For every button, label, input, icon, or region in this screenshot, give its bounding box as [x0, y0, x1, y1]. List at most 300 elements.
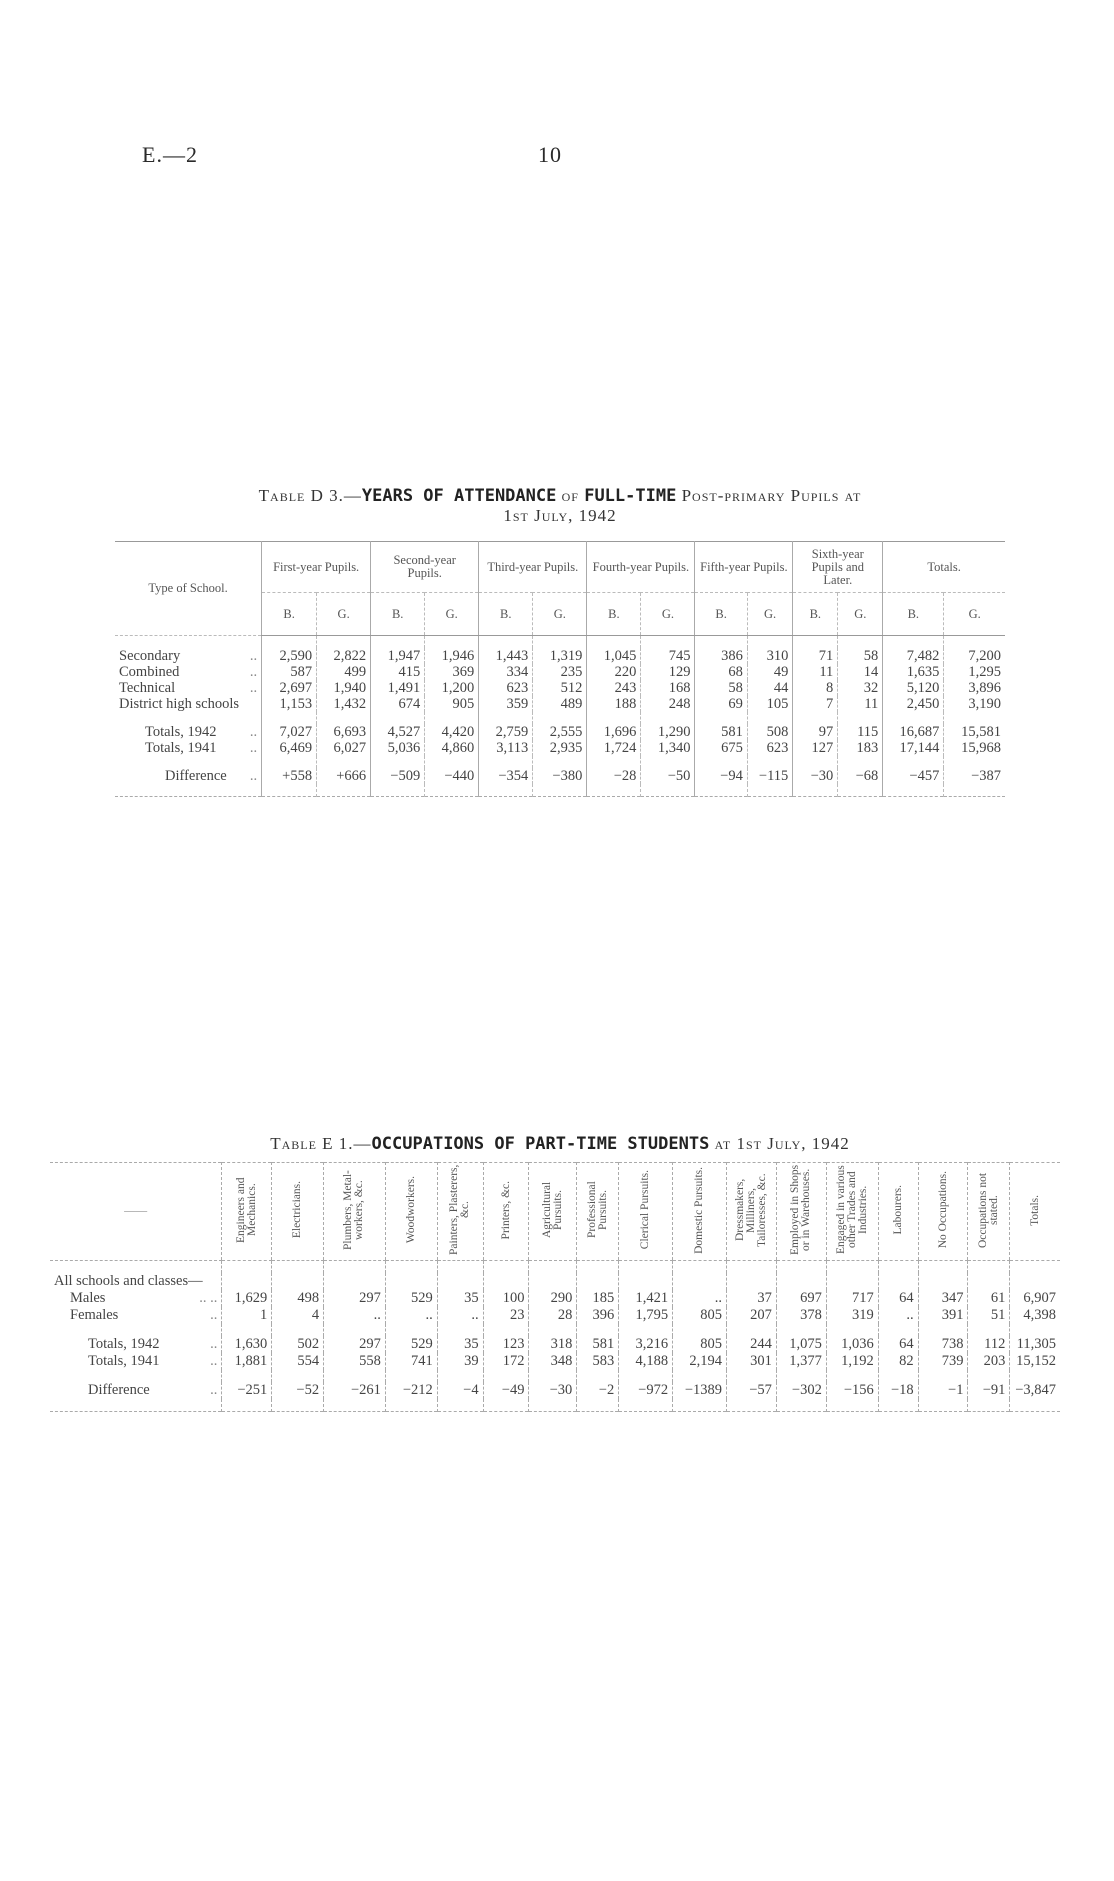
cell-value: 623 [747, 740, 792, 756]
cell-value: −30 [793, 768, 838, 784]
spacer-cell [838, 784, 883, 797]
cell-value: 97 [793, 724, 838, 740]
cell-value: 1,724 [587, 740, 641, 756]
cell-value: 1,947 [371, 648, 425, 664]
spacer-cell [776, 1399, 826, 1412]
cell-value: 1,881 [222, 1353, 272, 1370]
spacer-cell [425, 756, 479, 768]
sub-header-boys: B. [371, 593, 425, 636]
caption-prefix: Table D 3.— [258, 486, 362, 505]
group-header: Totals. [883, 542, 1005, 593]
occupation-header-text: Agricultural Pursuits. [540, 1181, 564, 1239]
occupation-header-text: Engineers and Mechanics. [234, 1177, 258, 1243]
cell-value: −457 [883, 768, 944, 784]
occupation-header [918, 1163, 968, 1261]
cell-value: 583 [577, 1353, 619, 1370]
cell-value: −28 [587, 768, 641, 784]
spacer-cell [695, 784, 747, 797]
cell-value: 1,319 [533, 648, 587, 664]
spacer-cell [483, 1324, 529, 1336]
cell-value: 741 [385, 1353, 437, 1370]
cell-value: 301 [727, 1353, 777, 1370]
empty-cell [577, 1273, 619, 1290]
cell-value: 347 [918, 1290, 968, 1307]
leader-dots: .. [249, 740, 258, 756]
cell-value: 1,421 [619, 1290, 673, 1307]
cell-value: .. [878, 1307, 918, 1324]
spacer-cell [747, 712, 792, 724]
cell-value: 3,216 [619, 1336, 673, 1353]
sub-header-boys: B. [883, 593, 944, 636]
cell-value: 172 [483, 1353, 529, 1370]
row-label [115, 768, 262, 784]
cell-value: 738 [918, 1336, 968, 1353]
cell-value: 168 [641, 680, 695, 696]
group-header: Second-year Pupils. [371, 542, 479, 593]
cell-value: 805 [673, 1336, 727, 1353]
page-reference: E.—2 [142, 142, 198, 167]
occupation-header [272, 1163, 324, 1261]
spacer-cell [317, 636, 371, 649]
cell-value: 11 [838, 696, 883, 712]
cell-value: 64 [878, 1290, 918, 1307]
cell-value: 28 [529, 1307, 577, 1324]
cell-value: −68 [838, 768, 883, 784]
cell-value: 69 [695, 696, 747, 712]
sub-header-boys: B. [793, 593, 838, 636]
leader-dots: .. [249, 680, 258, 696]
spacer-cell [1010, 1261, 1060, 1274]
row-label-text: Combined [119, 664, 180, 680]
cell-value: −972 [619, 1382, 673, 1399]
cell-value: 220 [587, 664, 641, 680]
row-label [115, 740, 262, 756]
cell-value: +558 [262, 768, 317, 784]
occupation-header-text: Occupations not stated. [976, 1172, 1000, 1248]
occupation-header [529, 1163, 577, 1261]
cell-value: 1,340 [641, 740, 695, 756]
row-label-text: Totals, 1941 [145, 740, 217, 756]
spacer-cell [641, 636, 695, 649]
spacer-cell [533, 784, 587, 797]
spacer-cell [619, 1324, 673, 1336]
spacer-cell [673, 1399, 727, 1412]
spacer-cell [272, 1399, 324, 1412]
leader-dots: .. [210, 1336, 218, 1352]
spacer-cell [115, 712, 262, 724]
spacer-cell [587, 636, 641, 649]
cell-value: 1,075 [776, 1336, 826, 1353]
cell-value: 51 [968, 1307, 1010, 1324]
cell-value: −509 [371, 768, 425, 784]
spacer-row [50, 1261, 1060, 1274]
spacer-cell [317, 756, 371, 768]
row-label [115, 680, 262, 696]
cell-value: 391 [918, 1307, 968, 1324]
spacer-cell [385, 1261, 437, 1274]
spacer-cell [793, 636, 838, 649]
cell-value: 32 [838, 680, 883, 696]
spacer-cell [826, 1261, 878, 1274]
spacer-cell [385, 1399, 437, 1412]
spacer-cell [747, 756, 792, 768]
occupation-header [577, 1163, 619, 1261]
spacer-cell [483, 1370, 529, 1382]
spacer-cell [641, 756, 695, 768]
sub-header-girls: G. [641, 593, 695, 636]
spacer-cell [115, 636, 262, 649]
spacer-cell [826, 1399, 878, 1412]
cell-value: 183 [838, 740, 883, 756]
spacer-cell [1010, 1324, 1060, 1336]
cell-value: 489 [533, 696, 587, 712]
cell-value: 35 [437, 1290, 483, 1307]
row-label-text: District high schools [119, 696, 240, 712]
table-row [115, 680, 1005, 696]
cell-value: −251 [222, 1382, 272, 1399]
spacer-cell [371, 636, 425, 649]
cell-value: 2,822 [317, 648, 371, 664]
spacer-cell [1010, 1399, 1060, 1412]
cell-value: 1,377 [776, 1353, 826, 1370]
cell-value: 44 [747, 680, 792, 696]
spacer-cell [826, 1324, 878, 1336]
spacer-cell [727, 1370, 777, 1382]
spacer-cell [272, 1324, 324, 1336]
caption-suffix: Post-primary Pupils at [676, 486, 862, 505]
cell-value: 4,420 [425, 724, 479, 740]
cell-value: 37 [727, 1290, 777, 1307]
table-row [115, 696, 1005, 712]
table-e1-caption [120, 1134, 1000, 1154]
occupation-header [437, 1163, 483, 1261]
row-label [115, 696, 262, 712]
cell-value: −156 [826, 1382, 878, 1399]
occupation-header-text: Printers, &c. [499, 1180, 512, 1240]
cell-value: 1,940 [317, 680, 371, 696]
row-label [115, 724, 262, 740]
cell-value: 4,188 [619, 1353, 673, 1370]
spacer-cell [425, 784, 479, 797]
cell-value: 1,290 [641, 724, 695, 740]
cell-value: 529 [385, 1290, 437, 1307]
spacer-cell [425, 636, 479, 649]
cell-value: 805 [673, 1307, 727, 1324]
cell-value: 1,153 [262, 696, 317, 712]
cell-value: −440 [425, 768, 479, 784]
spacer-cell [918, 1370, 968, 1382]
spacer-cell [324, 1399, 386, 1412]
spacer-cell [695, 636, 747, 649]
empty-cell [272, 1273, 324, 1290]
cell-value: 675 [695, 740, 747, 756]
spacer-row [115, 756, 1005, 768]
cell-value: 1,946 [425, 648, 479, 664]
cell-value: −387 [944, 768, 1005, 784]
cell-value: 7,200 [944, 648, 1005, 664]
cell-value: 587 [262, 664, 317, 680]
spacer-cell [262, 636, 317, 649]
cell-value: 2,697 [262, 680, 317, 696]
spacer-cell [944, 712, 1005, 724]
table-row [115, 740, 1005, 756]
cell-value: 4 [272, 1307, 324, 1324]
caption-bold-2: FULL-TIME [584, 486, 677, 506]
spacer-cell [262, 784, 317, 797]
spacer-cell [747, 784, 792, 797]
occupation-header-text: Electricians. [291, 1181, 304, 1239]
spacer-cell [918, 1261, 968, 1274]
occupation-header [673, 1163, 727, 1261]
spacer-cell [727, 1324, 777, 1336]
occupation-header [727, 1163, 777, 1261]
spacer-cell [776, 1324, 826, 1336]
cell-value: 1,045 [587, 648, 641, 664]
cell-value: 558 [324, 1353, 386, 1370]
group-header: Sixth-year Pupils and Later. [793, 542, 883, 593]
cell-value: 64 [878, 1336, 918, 1353]
occupation-header-text: Painters, Plasterers, &c. [448, 1164, 472, 1256]
spacer-cell [50, 1370, 222, 1382]
occupation-header-text: Dressmakers, Milliners, Tailoresses, &c. [733, 1173, 768, 1247]
row-label-text: Totals, 1941 [88, 1353, 160, 1369]
empty-cell [324, 1273, 386, 1290]
leader-dots: .. .. [199, 1290, 218, 1306]
cell-value: 2,935 [533, 740, 587, 756]
cell-value: −115 [747, 768, 792, 784]
spacer-cell [918, 1324, 968, 1336]
group-header: Fourth-year Pupils. [587, 542, 695, 593]
occupation-header [826, 1163, 878, 1261]
table-row [115, 768, 1005, 784]
row-label [50, 1290, 222, 1307]
cell-value: 188 [587, 696, 641, 712]
cell-value: −2 [577, 1382, 619, 1399]
empty-cell [918, 1273, 968, 1290]
spacer-cell [533, 756, 587, 768]
table-row [115, 648, 1005, 664]
table-row [50, 1353, 1060, 1370]
cell-value: 581 [695, 724, 747, 740]
spacer-cell [317, 712, 371, 724]
occupation-header-text: Engaged in various other Trades and Industries. [834, 1165, 869, 1255]
empty-cell [619, 1273, 673, 1290]
cell-value: 319 [826, 1307, 878, 1324]
section-row [50, 1273, 1060, 1290]
cell-value: 123 [483, 1336, 529, 1353]
cell-value: 5,036 [371, 740, 425, 756]
cell-value: −57 [727, 1382, 777, 1399]
spacer-cell [747, 636, 792, 649]
section-label: All schools and classes— [54, 1273, 203, 1289]
cell-value: 369 [425, 664, 479, 680]
spacer-row [115, 784, 1005, 797]
cell-value: 290 [529, 1290, 577, 1307]
spacer-cell [529, 1261, 577, 1274]
spacer-cell [776, 1261, 826, 1274]
cell-value: 39 [437, 1353, 483, 1370]
cell-value: 207 [727, 1307, 777, 1324]
spacer-cell [50, 1324, 222, 1336]
leader-dots: .. [249, 724, 258, 740]
cell-value: −18 [878, 1382, 918, 1399]
cell-value: 318 [529, 1336, 577, 1353]
cell-value: 7 [793, 696, 838, 712]
occupation-header-text: Domestic Pursuits. [693, 1166, 706, 1254]
cell-value: 297 [324, 1336, 386, 1353]
spacer-cell [878, 1370, 918, 1382]
spacer-cell [727, 1261, 777, 1274]
table-row [50, 1382, 1060, 1399]
cell-value: 244 [727, 1336, 777, 1353]
leader-dots: .. [249, 768, 258, 784]
spacer-cell [272, 1261, 324, 1274]
cell-value: 3,190 [944, 696, 1005, 712]
row-label-text: Totals, 1942 [88, 1336, 160, 1352]
spacer-cell [587, 756, 641, 768]
sub-header-boys: B. [262, 593, 317, 636]
spacer-cell [385, 1324, 437, 1336]
cell-value: 739 [918, 1353, 968, 1370]
spacer-cell [262, 712, 317, 724]
cell-value: 15,968 [944, 740, 1005, 756]
cell-value: 2,555 [533, 724, 587, 740]
cell-value: 1,795 [619, 1307, 673, 1324]
spacer-cell [641, 784, 695, 797]
cell-value: 6,693 [317, 724, 371, 740]
spacer-cell [317, 784, 371, 797]
cell-value: 512 [533, 680, 587, 696]
cell-value: .. [437, 1307, 483, 1324]
cell-value: 16,687 [883, 724, 944, 740]
spacer-cell [727, 1399, 777, 1412]
occupation-header [483, 1163, 529, 1261]
cell-value: 235 [533, 664, 587, 680]
cell-value: −1389 [673, 1382, 727, 1399]
cell-value: 105 [747, 696, 792, 712]
spacer-cell [944, 756, 1005, 768]
spacer-cell [115, 784, 262, 797]
leader-dots: .. [210, 1307, 218, 1323]
empty-cell [385, 1273, 437, 1290]
spacer-cell [878, 1399, 918, 1412]
cell-value: 623 [479, 680, 533, 696]
occupation-header [1010, 1163, 1060, 1261]
spacer-cell [838, 756, 883, 768]
caption-prefix: Table E 1.— [270, 1134, 372, 1153]
row-label [115, 664, 262, 680]
row-label-text: Females [70, 1307, 119, 1323]
spacer-cell [425, 712, 479, 724]
occupation-header [776, 1163, 826, 1261]
group-header: Fifth-year Pupils. [695, 542, 793, 593]
row-label [50, 1336, 222, 1353]
spacer-row [115, 636, 1005, 649]
cell-value: 15,152 [1010, 1353, 1060, 1370]
row-label-text: Totals, 1942 [145, 724, 217, 740]
cell-value: 185 [577, 1290, 619, 1307]
cell-value: .. [324, 1307, 386, 1324]
cell-value: 61 [968, 1290, 1010, 1307]
table-row [115, 664, 1005, 680]
row-label-text: Technical [119, 680, 176, 696]
row-label [50, 1382, 222, 1399]
sub-header-girls: G. [838, 593, 883, 636]
occupation-header-text: No Occupations. [936, 1171, 949, 1249]
cell-value: 248 [641, 696, 695, 712]
group-header: First-year Pupils. [262, 542, 371, 593]
cell-value: 2,450 [883, 696, 944, 712]
spacer-cell [529, 1370, 577, 1382]
cell-value: 498 [272, 1290, 324, 1307]
spacer-cell [577, 1324, 619, 1336]
cell-value: 396 [577, 1307, 619, 1324]
cell-value: 386 [695, 648, 747, 664]
spacer-cell [793, 712, 838, 724]
cell-value: 3,113 [479, 740, 533, 756]
empty-cell [1010, 1273, 1060, 1290]
cell-value: −52 [272, 1382, 324, 1399]
cell-value: 6,027 [317, 740, 371, 756]
occupation-header [878, 1163, 918, 1261]
cell-value: 58 [838, 648, 883, 664]
cell-value: 203 [968, 1353, 1010, 1370]
sub-header-boys: B. [479, 593, 533, 636]
cell-value: .. [385, 1307, 437, 1324]
cell-value: 1,295 [944, 664, 1005, 680]
spacer-cell [437, 1324, 483, 1336]
spacer-cell [944, 784, 1005, 797]
occupation-header-text: Professional Pursuits. [585, 1181, 609, 1239]
spacer-cell [968, 1324, 1010, 1336]
spacer-cell [222, 1324, 272, 1336]
spacer-cell [641, 712, 695, 724]
row-label-text: Males [70, 1290, 106, 1306]
type-of-school-header: Type of School. [115, 542, 262, 636]
spacer-cell [371, 784, 425, 797]
cell-value: 499 [317, 664, 371, 680]
caption-mid: of [556, 486, 585, 505]
cell-value: −30 [529, 1382, 577, 1399]
cell-value: 1,630 [222, 1336, 272, 1353]
occupation-header-text: Totals. [1028, 1194, 1041, 1226]
cell-value: 35 [437, 1336, 483, 1353]
cell-value: 1,192 [826, 1353, 878, 1370]
spacer-cell [944, 636, 1005, 649]
cell-value: 4,860 [425, 740, 479, 756]
sub-header-girls: G. [533, 593, 587, 636]
spacer-cell [883, 636, 944, 649]
leader-dots: .. [249, 664, 258, 680]
cell-value: 905 [425, 696, 479, 712]
sub-header-boys: B. [587, 593, 641, 636]
spacer-cell [577, 1261, 619, 1274]
leader-dots: .. [249, 648, 258, 664]
cell-value: 1,696 [587, 724, 641, 740]
cell-value: −212 [385, 1382, 437, 1399]
cell-value: 508 [747, 724, 792, 740]
cell-value: 334 [479, 664, 533, 680]
spacer-cell [272, 1370, 324, 1382]
cell-value: 6,469 [262, 740, 317, 756]
table-row [50, 1336, 1060, 1353]
cell-value: 6,907 [1010, 1290, 1060, 1307]
occupation-header [385, 1163, 437, 1261]
spacer-cell [673, 1370, 727, 1382]
cell-value: 3,896 [944, 680, 1005, 696]
spacer-cell [577, 1370, 619, 1382]
spacer-cell [695, 712, 747, 724]
